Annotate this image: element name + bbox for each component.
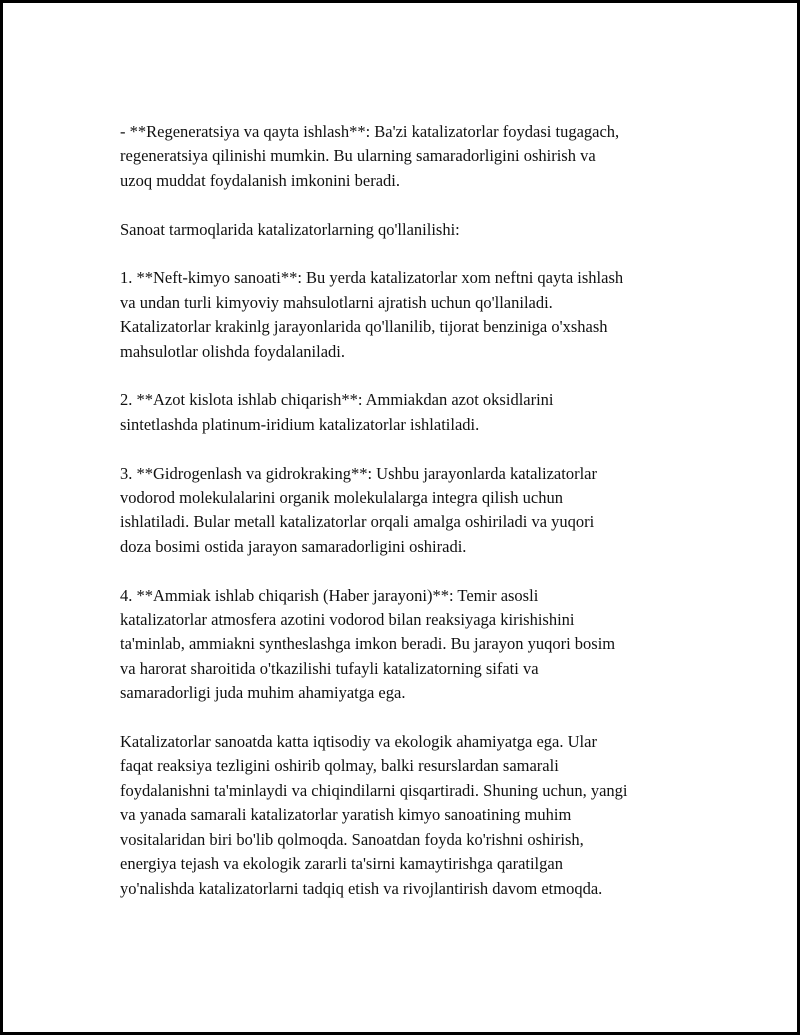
paragraph-industry-intro: Sanoat tarmoqlarida katalizatorlarning qo'llanilishi: <box>120 219 460 239</box>
paragraph-hydrogenation: 3. **Gidrogenlash va gidrokraking**: Ushbu jarayonlarda katalizatorlar vodorod molekulalarini organik molekulalarga integra qilish uchun ishlatiladi. Bular metall katalizatorlar orqali amalga oshiriladi va yuqori doza bosimi ostida jarayon samaradorligini oshiradi. <box>120 463 597 556</box>
document-body <box>120 120 710 901</box>
paragraph-conclusion: Katalizatorlar sanoatda katta iqtisodiy va ekologik ahamiyatga ega. Ular faqat reaksiya tezligini oshirib qolmay, balki resurslardan samarali foydalanishni ta'minlaydi va chiqindilarni qisqartiradi. Shuning uchun, yangi va yanada samarali katalizatorlar yaratish kimyo sanoatining muhim vositalaridan biri bo'lib qolmoqda. Sanoatdan foyda ko'rishni oshirish, energiya tejash va ekologik zararli ta'sirni kamaytirishga qaratilgan yo'nalishda katalizatorlarni tadqiq etish va rivojlantirish davom etmoqda. <box>120 732 628 898</box>
paragraph-nitric-acid: 2. **Azot kislota ishlab chiqarish**: Ammiakdan azot oksidlarini sintetlashda platinum-iridium katalizatorlar ishlatiladi. <box>120 390 554 434</box>
paragraph-ammonia: 4. **Ammiak ishlab chiqarish (Haber jarayoni)**: Temir asosli katalizatorlar atmosfera azotini vodorod bilan reaksiyaga kirishishini ta'minlab, ammiakni syntheslashga imkon beradi. Bu jarayon yuqori bosim va harorat sharoitida o'tkazilishi tufayli katalizatorning sifati va samaradorligi juda muhim ahamiyatga ega. <box>120 585 616 703</box>
paragraph-petrochemical: 1. **Neft-kimyo sanoati**: Bu yerda katalizatorlar xom neftni qayta ishlash va undan turli kimyoviy mahsulotlarni ajratish uchun qo'llaniladi. Katalizatorlar krakinlg jarayonlarida qo'llanilib, tijorat benziniga o'xshash mahsulotlar olishda foydalaniladi. <box>120 268 624 361</box>
paragraph-regeneration: - **Regeneratsiya va qayta ishlash**: Ba'zi katalizatorlar foydasi tugagach, regeneratsiya qilinishi mumkin. Bu ularning samaradorligini oshirish va uzoq muddat foydalanish imkonini beradi. <box>120 122 620 190</box>
